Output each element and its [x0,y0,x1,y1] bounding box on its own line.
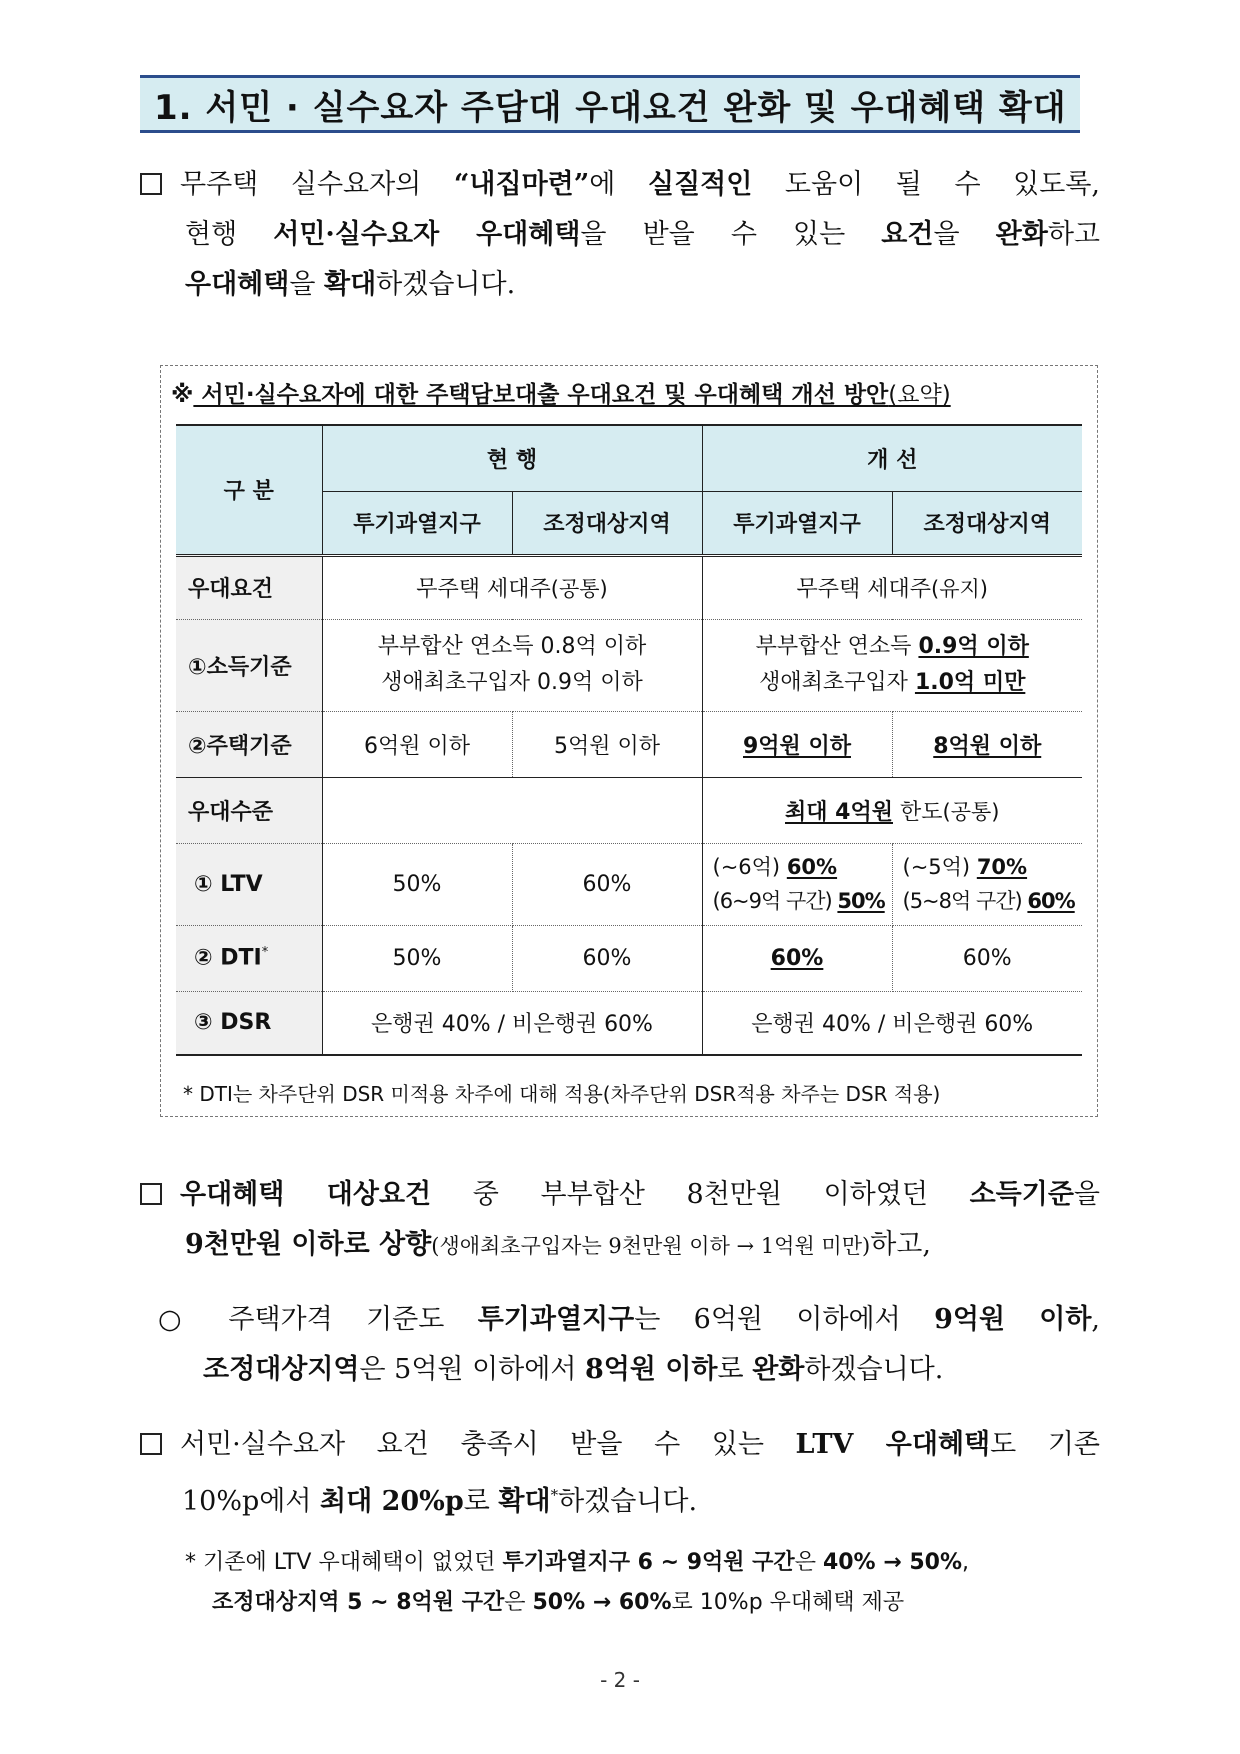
text: 을 받을 수 있는 [580,219,882,250]
text: 60% [786,855,838,879]
summary-title [171,376,951,409]
circle-bullet: ○ [158,1304,207,1335]
summary-title-suffix: (요약) [888,382,951,408]
section-title [140,75,1080,133]
sub-current-adjusted: 조정대상지역 [512,491,702,555]
dti-current-adjusted: 60% [512,925,702,991]
table-row [176,619,1082,711]
text: 은 [504,1590,533,1615]
row-label-ltv: ① LTV [176,843,322,925]
footnote-mark: * [550,1486,559,1504]
table-row [176,925,1082,991]
summary-title-text: 서민·실수요자에 대한 주택담보대출 우대요건 및 우대혜택 개선 방안 [193,382,889,408]
dti-improved-speculation: 60% [702,925,892,991]
row-label-income: ①소득기준 [176,619,322,711]
ltv-improved-speculation [702,843,892,925]
intro-line-3 [140,260,1100,310]
text: 확대 [324,269,377,300]
row-label-dti [176,925,322,991]
text: 도움이 될 수 있도록, [752,169,1100,200]
text: (~6억) [712,855,787,879]
text: 을 [289,269,324,300]
ltv-line-2 [140,1470,1100,1527]
summary-table [176,424,1082,1056]
text: (유지) [931,577,988,601]
dti-current-speculation: 50% [322,925,512,991]
text: 하고 [1047,219,1100,250]
text: 조정대상지역 [203,1354,360,1385]
text: 조정대상지역 5 ~ 8억원 구간 [212,1590,505,1615]
text: 기존에 LTV 우대혜택이 없었던 [196,1550,503,1575]
text: 하고, [870,1229,931,1260]
house-line-1 [158,1295,1100,1345]
sub-improved-speculation: 투기과열지구 [702,491,892,555]
header-category: 구 분 [176,425,322,555]
dsr-current: 은행권 40% / 비은행권 60% [322,991,702,1055]
text: 생애최초구입자 0.9억 이하 [381,670,643,695]
house-improved-adjusted: 8억원 이하 [892,711,1082,777]
footnote-mark: * [185,1550,196,1575]
text: LTV 우대혜택 [795,1429,991,1460]
text: 로 [463,1486,499,1517]
row-label-house: ②주택기준 [176,711,322,777]
text: 주택가격 기준도 [228,1304,478,1335]
text: , [962,1550,970,1575]
text: 40% → 50% [822,1550,963,1575]
text: 70% [976,855,1028,879]
checkbox-bullet [140,1183,162,1205]
row-label-dsr: ③ DSR [176,991,322,1055]
income-line-1 [140,1170,1100,1220]
table-row [176,711,1082,777]
text: 우대혜택 [185,269,290,300]
house-current-speculation: 6억원 이하 [322,711,512,777]
house-paragraph [158,1295,1100,1395]
dti-improved-adjusted: 60% [892,925,1082,991]
house-line-2 [158,1345,1100,1395]
checkbox-bullet [140,173,162,195]
text: 로 10%p 우대혜택 제공 [671,1590,905,1615]
text: 50% → 60% [532,1590,672,1615]
text: 은 5억원 이하에서 [359,1354,585,1385]
text: 부부합산 연소득 [755,634,919,659]
text: (생애최초구입자는 9천만원 이하 → 1억원 미만) [431,1234,871,1258]
ltv-paragraph [140,1420,1100,1527]
intro-line-1 [140,160,1100,210]
section-title-text: 1. 서민 · 실수요자 주담대 우대요건 완화 및 우대혜택 확대 [154,87,1067,128]
text: 하겠습니다. [804,1354,944,1385]
summary-frame [160,365,1098,1117]
text: 하겠습니다. [558,1486,698,1517]
ltv-current-speculation: 50% [322,843,512,925]
text: 투기과열지구 6 ~ 9억원 구간 [502,1550,795,1575]
text: 서민·실수요자 요건 충족시 받을 수 있는 [180,1429,796,1460]
text: ② DTI [194,945,262,971]
table-row [176,843,1082,925]
footnote-mark: * [261,945,269,961]
text: 요건 [881,219,934,250]
income-current [322,619,702,711]
table-row [176,555,1082,619]
text: 완화 [752,1354,805,1385]
page-number: - 2 - [600,1668,640,1692]
row-label-level: 우대수준 [176,777,322,843]
text: 10%p에서 [182,1486,321,1517]
text: (공통) [942,799,1000,824]
text: 1.0억 미만 [914,670,1026,695]
text: , [1091,1304,1100,1335]
text: 실질적인 [647,169,753,200]
ltv-line-1 [140,1420,1100,1470]
sub-current-speculation: 투기과열지구 [322,491,512,555]
table-row [176,991,1082,1055]
text: 서민·실수요자 우대혜택 [273,219,581,250]
header-improved: 개 선 [702,425,1082,491]
ltv-current-adjusted: 60% [512,843,702,925]
note-line-1 [185,1543,969,1583]
text: 로 [717,1354,753,1385]
note-line-2 [185,1583,969,1623]
table-header-row [176,425,1082,491]
level-improved [702,777,1082,843]
header-current: 현 행 [322,425,702,491]
sub-improved-adjusted: 조정대상지역 [892,491,1082,555]
text: 중 부부합산 8천만원 이하였던 [431,1179,970,1210]
table-row [176,777,1082,843]
text: 0.9억 이하 [918,634,1029,659]
text: 현행 [185,219,274,250]
ltv-note [185,1543,969,1623]
text: 50% [837,889,885,913]
row-label-requirement: 우대요건 [176,555,322,619]
text: 우대혜택 대상요건 [180,1179,432,1210]
intro-line-2 [140,210,1100,260]
text: 9천만원 이하로 상향 [185,1229,432,1260]
text: 도 기존 [990,1429,1100,1460]
text: 확대 [498,1486,551,1517]
text: 8억원 이하 [585,1354,718,1385]
checkbox-bullet [140,1433,162,1455]
text: 한도 [893,799,943,825]
text: 투기과열지구 [477,1304,635,1335]
requirement-current [322,555,702,619]
text: 을 [1073,1179,1101,1210]
table-footnote: * DTI는 차주단위 DSR 미적용 차주에 대해 적용(차주단위 DSR적용 차주는 DSR 적용) [183,1082,941,1106]
text: (공통) [550,577,608,601]
income-line-2 [140,1220,1100,1271]
text: 60% [1027,889,1075,913]
text: 은 [794,1550,823,1575]
text: 소득기준 [969,1179,1074,1210]
text: 최대 20%p [320,1486,464,1517]
text: 무주택 세대주 [796,577,932,602]
text: 무주택 실수요자의 [180,169,454,200]
text: 완화 [995,219,1048,250]
level-current [322,777,702,843]
text: “내집마련” [453,169,590,200]
income-paragraph [140,1170,1100,1271]
reference-mark: ※ [171,382,194,408]
text: 을 [933,219,996,250]
text: (6~9억 구간) [712,889,838,913]
text: 9억원 이하 [934,1304,1092,1335]
dsr-improved: 은행권 40% / 비은행권 60% [702,991,1082,1055]
text: 무주택 세대주 [416,577,551,602]
text: 생애최초구입자 [759,670,915,695]
income-improved [702,619,1082,711]
text: 는 6억원 이하에서 [634,1304,935,1335]
text: 부부합산 연소득 0.8억 이하 [377,634,647,659]
text: (~5억) [902,855,977,879]
intro-paragraph [140,160,1100,310]
text: (5~8억 구간) [902,889,1028,913]
text: 에 [589,169,648,200]
text: 하겠습니다. [376,269,516,300]
house-improved-speculation: 9억원 이하 [702,711,892,777]
requirement-improved [702,555,1082,619]
ltv-improved-adjusted [892,843,1082,925]
house-current-adjusted: 5억원 이하 [512,711,702,777]
text: 최대 4억원 [785,799,893,825]
